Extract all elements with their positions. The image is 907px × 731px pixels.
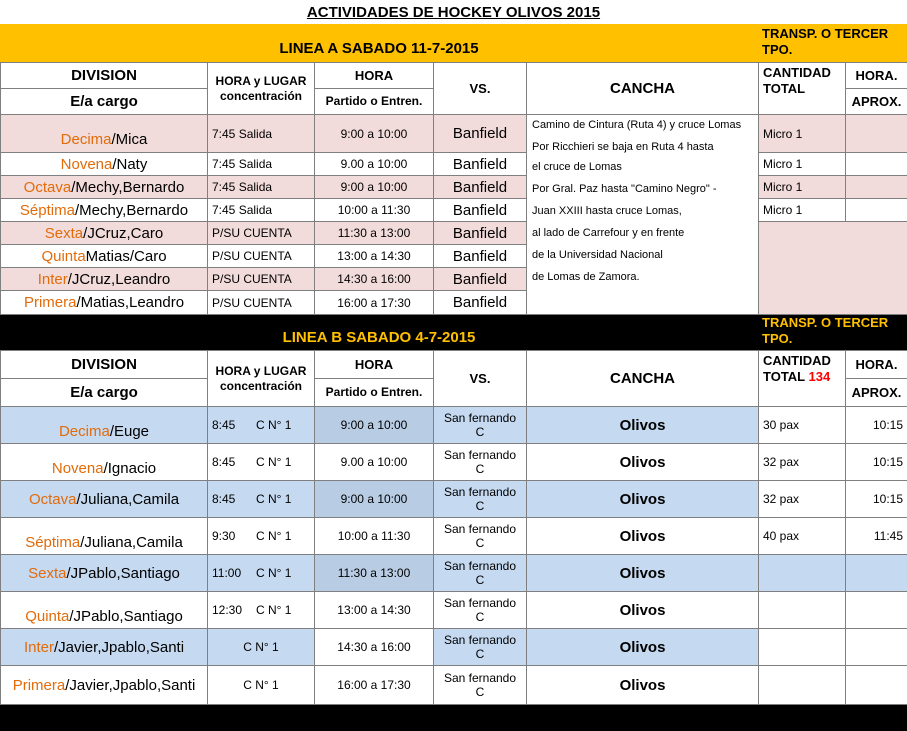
linea-a-division-name: Inter xyxy=(37,270,68,288)
linea-a-row-vs xyxy=(433,290,527,315)
linea-a-row-cantidad xyxy=(758,152,846,176)
linea-a-vs-text: Banfield xyxy=(452,178,508,196)
linea-b-vs-text: San fernando C xyxy=(443,559,517,587)
linea-b-division-name: Octava xyxy=(28,490,77,508)
linea-a-row-cantidad xyxy=(758,114,846,153)
linea-b-row-cancha xyxy=(526,517,759,555)
linea-b-row-cantidad xyxy=(758,628,846,666)
linea-b-hdr-vs-label: VS. xyxy=(469,371,491,386)
linea-a-cancha-line: Juan XXIII hasta cruce Lomas, xyxy=(532,205,682,217)
linea-b-hdr-hora-label: HORA xyxy=(354,357,394,372)
linea-a-row-vs xyxy=(433,152,527,176)
linea-b-concentracion-lugar: C N° 1 xyxy=(256,455,292,469)
linea-a-division-name: Quinta xyxy=(41,247,86,265)
linea-b-row-division xyxy=(0,517,208,555)
linea-a-division-cargo: /Naty xyxy=(112,155,148,173)
linea-b-hdr-hora-lugar xyxy=(207,350,315,407)
linea-b-vs-text: San fernando C xyxy=(443,448,517,476)
linea-b-row-aprox xyxy=(845,406,907,444)
linea-b-division-cargo: /Euge xyxy=(109,422,150,440)
linea-b-concentracion-time: 11:00 xyxy=(212,566,242,580)
linea-a-vs-text: Banfield xyxy=(452,224,508,242)
linea-b-row-vs xyxy=(433,628,527,666)
linea-a-row-hora xyxy=(314,198,434,222)
linea-b-cantidad-text: 30 pax xyxy=(763,418,800,432)
linea-b-hdr-hora-lugar-label: HORA y LUGAR concentración xyxy=(215,363,307,393)
linea-b-division-cargo: /Juliana,Camila xyxy=(80,533,183,551)
linea-b-row-cancha xyxy=(526,443,759,481)
linea-b-row-vs xyxy=(433,406,527,444)
linea-a-row-concentracion xyxy=(207,221,315,245)
linea-b-hdr-partido xyxy=(314,378,434,407)
linea-b-row-concentracion xyxy=(207,591,315,629)
linea-b-vs-text: San fernando C xyxy=(443,596,517,624)
linea-b-row-concentracion xyxy=(207,554,315,592)
linea-b-division-name: Sexta xyxy=(28,564,67,582)
linea-a-hdr-hora-lugar xyxy=(207,62,315,115)
linea-a-cancha-line: Camino de Cintura (Ruta 4) y cruce Lomas xyxy=(532,119,742,131)
linea-b-row-aprox xyxy=(845,517,907,555)
linea-a-hdr-hora-aprox xyxy=(845,62,907,89)
linea-b-division-cargo: /Juliana,Camila xyxy=(76,490,180,508)
linea-b-cancha-text: Olivos xyxy=(619,490,666,508)
linea-a-row-aprox xyxy=(845,198,907,222)
linea-b-vs-text: San fernando C xyxy=(443,671,517,699)
linea-b-hdr-partido-label: Partido o Entren. xyxy=(325,385,423,399)
linea-a-row-aprox xyxy=(845,114,907,153)
linea-b-row-cancha xyxy=(526,554,759,592)
linea-b-row-concentracion xyxy=(207,406,315,444)
linea-b-row-division xyxy=(0,406,208,444)
linea-a-division-cargo: /JCruz,Leandro xyxy=(67,270,171,288)
linea-b-row-aprox xyxy=(845,554,907,592)
linea-a-row-hora xyxy=(314,114,434,153)
linea-a-hdr-vs-label: VS. xyxy=(469,81,491,96)
linea-a-hdr-cancha xyxy=(526,62,759,115)
linea-a-division-name: Primera xyxy=(23,294,77,311)
linea-a-division-name: Novena xyxy=(60,155,113,173)
linea-a-row-concentracion xyxy=(207,152,315,176)
linea-a-row-concentracion xyxy=(207,290,315,315)
linea-a-division-cargo: /Mica xyxy=(111,131,148,148)
linea-b-hdr-hora xyxy=(314,350,434,379)
linea-a-division-cargo: Matias/Caro xyxy=(85,247,167,265)
linea-b-row-vs xyxy=(433,480,527,518)
bottom-bar xyxy=(0,704,907,731)
linea-a-concentracion-text: P/SU CUENTA xyxy=(212,272,292,286)
linea-b-aprox-text: 10:15 xyxy=(872,418,903,432)
linea-a-row-concentracion xyxy=(207,267,315,291)
linea-a-division-cargo: /Matias,Leandro xyxy=(76,294,185,311)
linea-b-cantidad-text: 32 pax xyxy=(763,455,800,469)
linea-b-row-concentracion xyxy=(207,665,315,705)
linea-a-row-hora xyxy=(314,221,434,245)
linea-a-row-hora xyxy=(314,290,434,315)
linea-a-row-division xyxy=(0,244,208,268)
linea-a-vs-text: Banfield xyxy=(452,201,508,219)
linea-b-concentracion-lugar: C N° 1 xyxy=(256,529,292,543)
linea-b-hora-text: 9:00 a 10:00 xyxy=(340,418,408,432)
linea-b-cancha-text: Olivos xyxy=(619,453,666,471)
linea-b-division-name: Séptima xyxy=(25,533,81,551)
linea-b-aprox-text: 11:45 xyxy=(873,529,903,543)
linea-b-row-hora xyxy=(314,628,434,666)
linea-b-vs-text: San fernando C xyxy=(443,485,517,513)
linea-a-cancha-line: de la Universidad Nacional xyxy=(532,249,663,261)
linea-a-row-vs xyxy=(433,244,527,268)
linea-b-row-vs xyxy=(433,554,527,592)
linea-a-hdr-aprox xyxy=(845,88,907,115)
linea-a-hdr-aprox-label: APROX. xyxy=(851,94,902,109)
linea-a-row-hora xyxy=(314,244,434,268)
linea-a-row-hora xyxy=(314,152,434,176)
main-title: ACTIVIDADES DE HOCKEY OLIVOS 2015 xyxy=(306,3,601,21)
linea-a-cancha-line: Por Gral. Paz hasta "Camino Negro" - xyxy=(532,183,717,195)
linea-a-row-concentracion xyxy=(207,198,315,222)
linea-b-cancha-text: Olivos xyxy=(619,416,666,434)
linea-b-hdr-division xyxy=(0,350,208,379)
linea-b-cancha-text: Olivos xyxy=(619,527,666,545)
linea-b-concentracion-lugar: C N° 1 xyxy=(243,640,279,654)
linea-b-cancha-text: Olivos xyxy=(619,601,666,619)
linea-b-row-cancha xyxy=(526,628,759,666)
linea-b-concentracion-lugar: C N° 1 xyxy=(256,418,292,432)
linea-b-hdr-cantidad-label: CANTIDAD TOTAL xyxy=(763,353,831,384)
linea-b-row-hora xyxy=(314,665,434,705)
linea-b-hora-text: 10:00 a 11:30 xyxy=(337,529,411,543)
linea-b-row-hora xyxy=(314,480,434,518)
linea-b-row-aprox xyxy=(845,591,907,629)
linea-b-vs-text: San fernando C xyxy=(443,633,517,661)
linea-a-cantidad-text: Micro 1 xyxy=(763,203,803,217)
linea-b-division-cargo: /Javier,Jpablo,Santi xyxy=(53,638,185,656)
linea-b-cantidad-text: 40 pax xyxy=(763,529,800,543)
linea-b-row-cantidad xyxy=(758,480,846,518)
linea-a-row-vs xyxy=(433,267,527,291)
linea-a-row-vs xyxy=(433,221,527,245)
linea-a-hdr-partido-label: Partido o Entren. xyxy=(325,94,423,108)
linea-b-row-division xyxy=(0,591,208,629)
linea-a-hdr-division xyxy=(0,62,208,89)
linea-a-concentracion-text: 7:45 Salida xyxy=(212,180,273,194)
linea-b-hora-text: 16:00 a 17:30 xyxy=(337,678,411,692)
linea-a-row-vs xyxy=(433,198,527,222)
linea-b-row-division xyxy=(0,480,208,518)
linea-b-row-cantidad xyxy=(758,665,846,705)
linea-b-row-hora xyxy=(314,517,434,555)
linea-b-concentracion-lugar: C N° 1 xyxy=(256,492,292,506)
linea-b-row-cantidad xyxy=(758,443,846,481)
linea-a-cantidad-text: Micro 1 xyxy=(763,126,803,141)
linea-a-hora-text: 11:30 a 13:00 xyxy=(337,226,411,240)
linea-b-row-aprox xyxy=(845,480,907,518)
linea-a-hora-text: 14:30 a 16:00 xyxy=(337,272,411,286)
linea-a-hdr-division-label: DIVISION xyxy=(71,67,137,84)
linea-a-hdr-hora-label: HORA xyxy=(354,68,394,83)
linea-b-hdr-cantidad-total: 134 xyxy=(808,369,831,384)
linea-a-concentracion-text: 7:45 Salida xyxy=(212,157,273,171)
linea-b-aprox-text: 10:15 xyxy=(872,492,903,506)
linea-b-division-name: Inter xyxy=(23,638,54,656)
linea-a-row-cantidad xyxy=(758,175,846,199)
linea-a-hora-text: 9:00 a 10:00 xyxy=(340,180,408,194)
linea-b-hora-text: 11:30 a 13:00 xyxy=(337,566,411,580)
linea-b-concentracion-time: 8:45 xyxy=(212,455,236,469)
linea-b-row-cancha xyxy=(526,480,759,518)
linea-a-band xyxy=(0,24,758,62)
linea-a-concentracion-text: P/SU CUENTA xyxy=(212,295,292,310)
linea-b-row-division xyxy=(0,443,208,481)
linea-b-hdr-ea-cargo-label: E/a cargo xyxy=(70,384,138,401)
linea-b-row-cancha xyxy=(526,665,759,705)
linea-a-hdr-ea-cargo-label: E/a cargo xyxy=(70,93,138,110)
linea-b-hdr-ea-cargo xyxy=(0,378,208,407)
linea-b-hdr-cancha-label: CANCHA xyxy=(610,370,675,387)
linea-a-row-division xyxy=(0,114,208,153)
linea-a-division-cargo: /JCruz,Caro xyxy=(83,224,164,242)
linea-a-row-vs xyxy=(433,175,527,199)
linea-b-hdr-vs xyxy=(433,350,527,407)
linea-b-division-cargo: /Ignacio xyxy=(103,459,157,477)
linea-b-row-vs xyxy=(433,517,527,555)
linea-b-row-hora xyxy=(314,406,434,444)
linea-a-cancha-line: de Lomas de Zamora. xyxy=(532,271,640,283)
linea-a-row-concentracion xyxy=(207,244,315,268)
linea-a-hdr-cantidad-label: CANTIDAD TOTAL xyxy=(763,65,831,96)
linea-b-row-cantidad xyxy=(758,591,846,629)
linea-a-cancha-line: al lado de Carrefour y en frente xyxy=(532,227,685,239)
linea-b-division-cargo: /JPablo,Santiago xyxy=(69,607,183,625)
linea-a-hdr-cancha-label: CANCHA xyxy=(610,80,675,97)
linea-b-transp: TRANSP. O TERCER TPO. xyxy=(758,314,907,350)
linea-a-row-vs xyxy=(433,114,527,153)
linea-a-title: LINEA A SABADO 11-7-2015 xyxy=(279,39,479,57)
linea-a-cantidad-text: Micro 1 xyxy=(763,157,803,171)
linea-a-hora-text: 9:00 a 10:00 xyxy=(340,126,408,141)
linea-b-hora-text: 9.00 a 10:00 xyxy=(340,455,408,469)
linea-a-hdr-vs xyxy=(433,62,527,115)
linea-b-concentracion-time: 8:45 xyxy=(212,418,236,432)
linea-b-hdr-division-label: DIVISION xyxy=(71,356,137,373)
linea-b-vs-text: San fernando C xyxy=(443,411,517,439)
linea-a-row-hora xyxy=(314,267,434,291)
linea-b-division-name: Novena xyxy=(51,459,104,477)
linea-b-cantidad-text: 32 pax xyxy=(763,492,800,506)
linea-b-division-cargo: /Javier,Jpablo,Santi xyxy=(65,676,196,694)
linea-b-hora-text: 13:00 a 14:30 xyxy=(337,603,411,617)
linea-a-cancha-line: el cruce de Lomas xyxy=(532,161,622,173)
linea-a-row-cantidad xyxy=(758,198,846,222)
linea-b-row-cancha xyxy=(526,591,759,629)
linea-a-hora-text: 9.00 a 10:00 xyxy=(340,157,408,171)
linea-a-division-name: Octava xyxy=(23,178,72,196)
linea-b-row-concentracion xyxy=(207,517,315,555)
linea-b-row-cantidad xyxy=(758,554,846,592)
linea-a-division-name: Sexta xyxy=(44,224,84,242)
linea-b-row-cantidad xyxy=(758,406,846,444)
linea-b-row-hora xyxy=(314,554,434,592)
linea-a-hora-text: 13:00 a 14:30 xyxy=(337,249,411,263)
linea-a-hdr-hora-lugar-label: HORA y LUGAR concentración xyxy=(215,73,307,103)
linea-b-concentracion-time: 12:30 xyxy=(212,603,243,617)
linea-a-hdr-hora xyxy=(314,62,434,89)
linea-a-vs-text: Banfield xyxy=(452,270,508,288)
linea-a-row-division xyxy=(0,198,208,222)
linea-a-cantidad-text: Micro 1 xyxy=(763,180,803,194)
linea-a-row-division xyxy=(0,175,208,199)
linea-b-row-division xyxy=(0,628,208,666)
linea-a-division-name: Séptima xyxy=(19,201,75,219)
linea-b-title: LINEA B SABADO 4-7-2015 xyxy=(282,328,476,346)
linea-b-hora-text: 14:30 a 16:00 xyxy=(337,640,411,654)
linea-a-concentracion-text: 7:45 Salida xyxy=(212,126,273,141)
linea-a-division-cargo: /Mechy,Bernardo xyxy=(71,178,185,196)
linea-b-cancha-text: Olivos xyxy=(619,638,666,656)
linea-b-hdr-cantidad xyxy=(758,350,846,407)
linea-b-cancha-text: Olivos xyxy=(619,676,666,694)
linea-a-hdr-hora-aprox-label: HORA. xyxy=(855,68,898,83)
linea-a-row-aprox xyxy=(845,175,907,199)
linea-b-cancha-text: Olivos xyxy=(619,564,666,582)
linea-b-vs-text: San fernando C xyxy=(443,522,517,550)
linea-b-division-name: Primera xyxy=(12,676,66,694)
linea-b-row-vs xyxy=(433,443,527,481)
linea-a-row-division xyxy=(0,152,208,176)
linea-b-hdr-cancha xyxy=(526,350,759,407)
linea-b-division-cargo: /JPablo,Santiago xyxy=(66,564,180,582)
linea-b-row-vs xyxy=(433,665,527,705)
linea-a-hdr-partido xyxy=(314,88,434,115)
linea-a-vs-text: Banfield xyxy=(452,155,508,173)
linea-b-division-name: Decima xyxy=(58,422,110,440)
linea-b-aprox-text: 10:15 xyxy=(872,455,903,469)
linea-b-concentracion-time: 9:30 xyxy=(212,529,236,543)
linea-a-row-concentracion xyxy=(207,114,315,153)
linea-a-cancha-directions xyxy=(526,114,759,315)
linea-b-row-concentracion xyxy=(207,480,315,518)
linea-b-band xyxy=(0,314,758,350)
linea-b-concentracion-lugar: C N° 1 xyxy=(256,566,292,580)
linea-a-row-division xyxy=(0,221,208,245)
linea-a-vs-text: Banfield xyxy=(452,294,508,311)
linea-b-row-hora xyxy=(314,591,434,629)
linea-a-cantidad-empty xyxy=(758,221,907,315)
linea-b-row-concentracion xyxy=(207,443,315,481)
linea-b-hdr-hora-aprox xyxy=(845,350,907,379)
linea-a-row-division xyxy=(0,267,208,291)
linea-b-concentracion-time: 8:45 xyxy=(212,492,236,506)
linea-a-hdr-ea-cargo xyxy=(0,88,208,115)
linea-b-concentracion-lugar: C N° 1 xyxy=(256,603,292,617)
linea-a-concentracion-text: P/SU CUENTA xyxy=(212,226,292,240)
linea-a-hora-text: 10:00 a 11:30 xyxy=(337,203,411,217)
linea-a-vs-text: Banfield xyxy=(452,247,508,265)
linea-a-row-division xyxy=(0,290,208,315)
linea-b-row-vs xyxy=(433,591,527,629)
linea-a-transp: TRANSP. O TERCER TPO. xyxy=(758,24,907,62)
linea-a-row-concentracion xyxy=(207,175,315,199)
linea-a-hdr-cantidad xyxy=(758,62,846,115)
linea-a-hora-text: 16:00 a 17:30 xyxy=(337,295,411,310)
linea-a-concentracion-text: P/SU CUENTA xyxy=(212,249,292,263)
linea-b-row-aprox xyxy=(845,443,907,481)
linea-b-row-aprox xyxy=(845,628,907,666)
linea-b-row-cancha xyxy=(526,406,759,444)
linea-b-hdr-hora-aprox-label: HORA. xyxy=(855,357,898,372)
linea-b-row-concentracion xyxy=(207,628,315,666)
linea-a-division-cargo: /Mechy,Bernardo xyxy=(74,201,189,219)
linea-a-division-name: Decima xyxy=(60,131,112,148)
linea-b-hora-text: 9:00 a 10:00 xyxy=(340,492,408,506)
linea-b-row-aprox xyxy=(845,665,907,705)
linea-b-row-division xyxy=(0,665,208,705)
linea-b-row-division xyxy=(0,554,208,592)
linea-b-concentracion-lugar: C N° 1 xyxy=(243,678,279,692)
linea-a-row-hora xyxy=(314,175,434,199)
linea-b-hdr-aprox xyxy=(845,378,907,407)
linea-a-row-aprox xyxy=(845,152,907,176)
linea-b-row-hora xyxy=(314,443,434,481)
linea-a-cancha-line: Por Ricchieri se baja en Ruta 4 hasta xyxy=(532,141,714,153)
linea-b-hdr-aprox-label: APROX. xyxy=(851,385,902,400)
linea-a-vs-text: Banfield xyxy=(452,125,508,142)
linea-a-concentracion-text: 7:45 Salida xyxy=(212,203,273,217)
linea-b-row-cantidad xyxy=(758,517,846,555)
linea-b-division-name: Quinta xyxy=(25,607,70,625)
